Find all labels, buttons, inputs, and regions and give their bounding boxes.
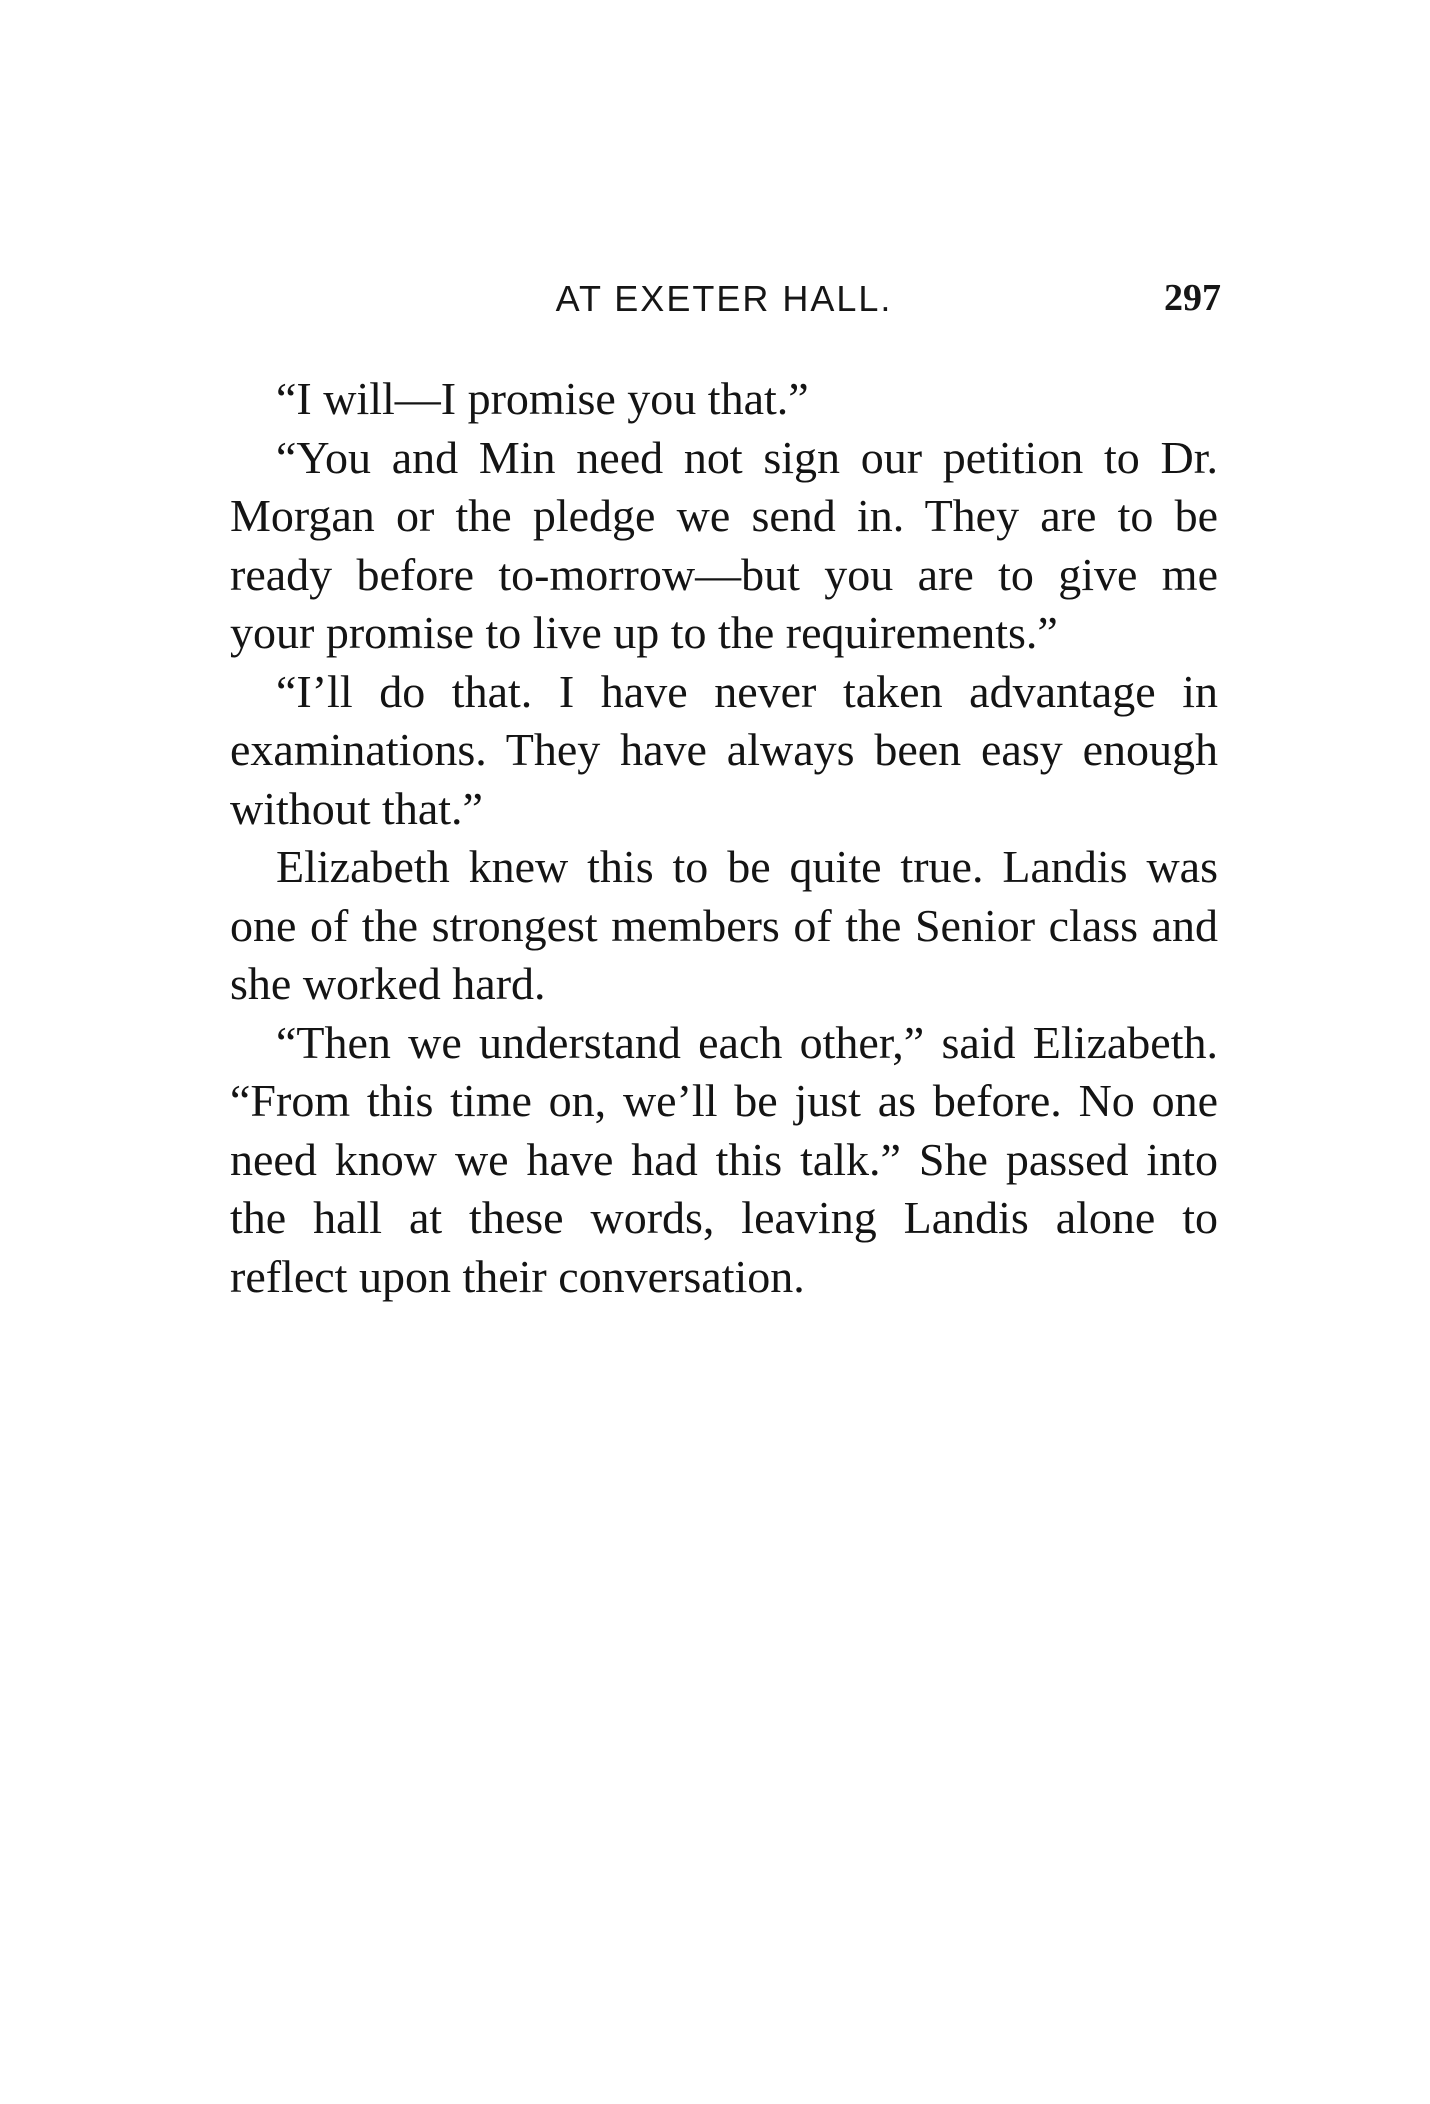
paragraph: “I’ll do that. I have never taken advantage in examinations. They have always been easy enough without that.” — [230, 665, 1218, 834]
running-title: AT EXETER HALL. — [555, 278, 893, 319]
paragraph: “I will—I promise you that.” — [276, 373, 809, 424]
paragraph: “You and Min need not sign our petition to Dr. Morgan or the pledge we send in. They are to be ready before to-morrow—but you are to give me your promise to live up to the requirements.” — [230, 431, 1218, 658]
paragraph: “Then we understand each other,” said Elizabeth. “From this time on, we’ll be just as before. No one need know we have had this talk.” She passed into the hall at these words, leaving Landis alone to reflect upon their conversation. — [230, 1016, 1218, 1302]
body-text — [230, 370, 1218, 1306]
page-number: 297 — [1164, 277, 1221, 319]
running-head — [230, 277, 1221, 326]
paragraph: Elizabeth knew this to be quite true. Landis was one of the strongest members of the Senior class and she worked hard. — [230, 841, 1218, 1009]
